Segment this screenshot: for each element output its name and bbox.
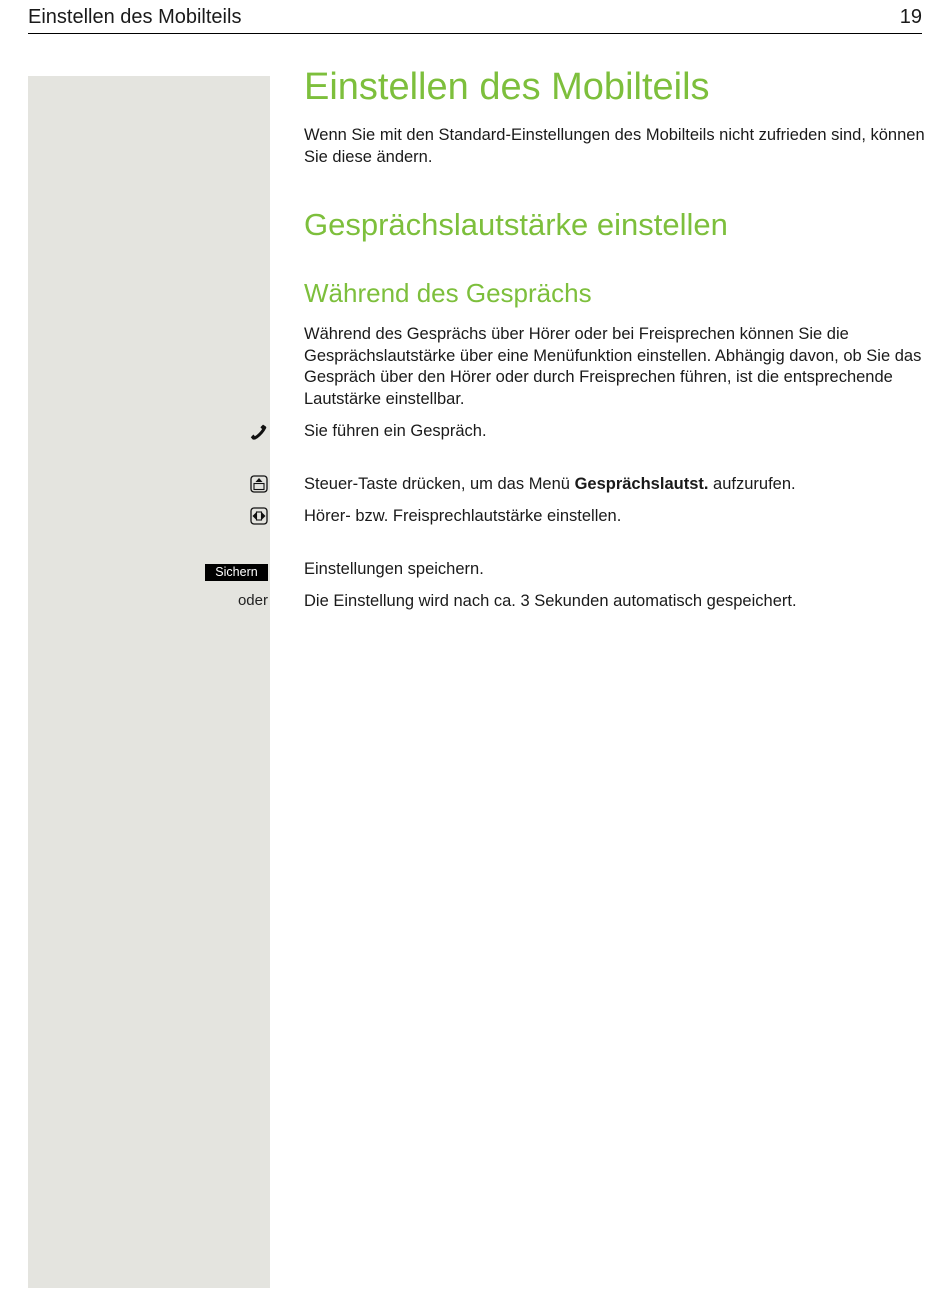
step-control-key-text-after: aufzurufen. <box>708 475 796 493</box>
running-title: Einstellen des Mobilteils <box>28 6 242 28</box>
softkey-sichern: Sichern <box>205 564 268 581</box>
control-key-up-icon <box>250 475 268 493</box>
step-control-key-text <box>304 474 926 496</box>
subsubsection-title: Während des Gesprächs <box>304 278 592 308</box>
intro-paragraph: Wenn Sie mit den Standard-Einstellungen des Mobilteils nicht zufrieden sind, können Sie diese ändern. <box>304 126 925 166</box>
step-volume-text: Hörer- bzw. Freisprechlautstärke einstellen. <box>304 507 622 525</box>
step-save-text: Einstellungen speichern. <box>304 560 484 578</box>
control-key-left-right-icon <box>250 507 268 525</box>
step-control-key-text-before: Steuer-Taste drücken, um das Menü <box>304 475 575 493</box>
step-auto-save-text: Die Einstellung wird nach ca. 3 Sekunden automatisch gespeichert. <box>304 592 797 610</box>
page-number: 19 <box>899 6 922 28</box>
side-label-oder: oder <box>237 592 268 609</box>
step-handset-text: Sie führen ein Gespräch. <box>304 422 487 440</box>
section-title: Einstellen des Mobilteils <box>304 66 710 108</box>
handset-icon <box>250 423 268 441</box>
menu-name-gespraechslautst: Gesprächslautst. <box>574 475 709 493</box>
description-paragraph: Während des Gesprächs über Hörer oder bei Freisprechen können Sie die Gesprächslautstärke über eine Menüfunktion einstellen. Abhängig davon, ob Sie das Gespräch über den Hörer oder durch Freisprechen führen, ist die entsprechende Lautstärke einstellbar. <box>304 325 922 408</box>
subsection-title: Gesprächslautstärke einstellen <box>304 207 728 242</box>
header-rule <box>28 33 922 34</box>
margin-column <box>28 76 270 1288</box>
